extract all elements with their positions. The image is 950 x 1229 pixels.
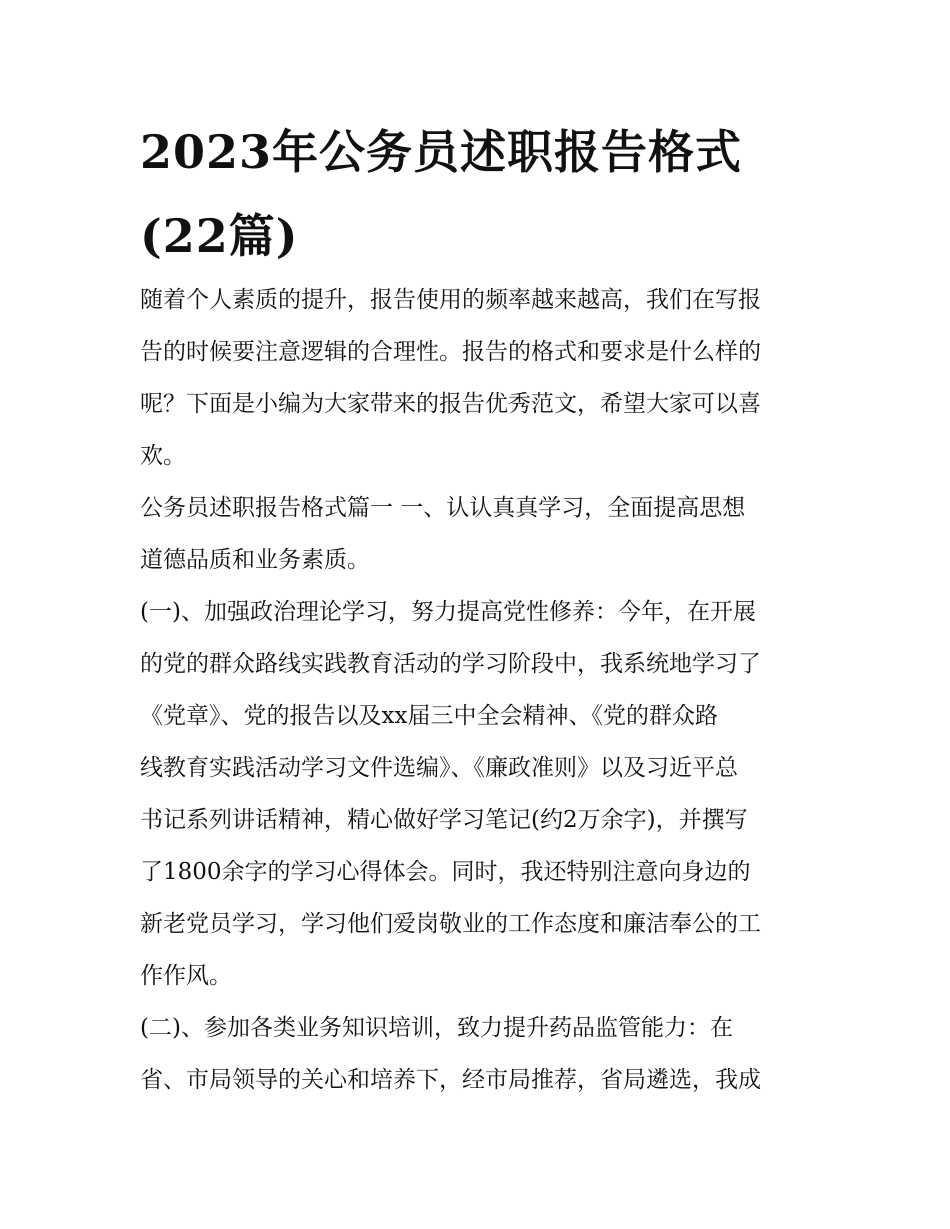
text-line: (二)、参加各类业务知识培训，致力提升药品监管能力：在	[140, 1015, 733, 1041]
title-line: (22篇)	[140, 209, 299, 263]
text-line: 告的时候要注意逻辑的合理性。报告的格式和要求是什么样的	[140, 339, 761, 365]
title-line: 2023年公务员述职报告格式	[140, 125, 743, 179]
paragraph-item-one	[140, 586, 820, 1002]
text-line: 书记系列讲话精神，精心做好学习笔记(约2万余字)，并撰写	[140, 807, 748, 833]
text-line: 公务员述职报告格式篇一 一、认认真真学习，全面提高思想	[140, 495, 746, 521]
text-line: 作作风。	[140, 963, 232, 989]
text-line: 欢。	[140, 443, 186, 469]
text-line: 了1800余字的学习心得体会。同时，我还特别注意向身边的	[140, 859, 751, 885]
text-line: (一)、加强政治理论学习，努力提高党性修养：今年，在开展	[140, 599, 756, 625]
paragraph-intro	[140, 274, 820, 482]
document-title	[140, 110, 820, 278]
text-line: 省、市局领导的关心和培养下，经市局推荐，省局遴选，我成	[140, 1067, 761, 1093]
text-line: 新老党员学习，学习他们爱岗敬业的工作态度和廉洁奉公的工	[140, 911, 761, 937]
paragraph-section-heading	[140, 482, 820, 586]
text-line: 线教育实践活动学习文件选编》、《廉政准则》以及习近平总	[140, 755, 738, 781]
paragraph-item-two	[140, 1002, 820, 1106]
document-body	[140, 274, 820, 1106]
text-line: 随着个人素质的提升，报告使用的频率越来越高，我们在写报	[140, 287, 761, 313]
text-line: 《党章》、党的报告以及xx届三中全会精神、《党的群众路	[140, 703, 718, 729]
text-line: 道德品质和业务素质。	[140, 547, 370, 573]
text-line: 的党的群众路线实践教育活动的学习阶段中，我系统地学习了	[140, 651, 761, 677]
text-line: 呢？下面是小编为大家带来的报告优秀范文，希望大家可以喜	[140, 391, 761, 417]
